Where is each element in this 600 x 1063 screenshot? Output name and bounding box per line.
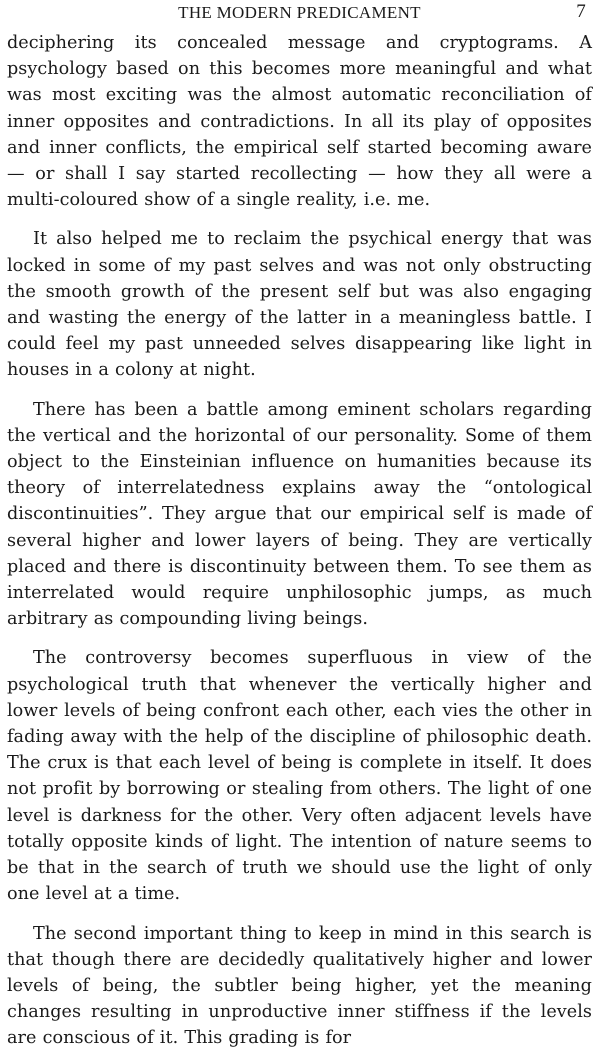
running-title: THE MODERN PREDICAMENT bbox=[178, 3, 421, 22]
paragraph-psychical-energy: It also helped me to reclaim the psychical energy that was locked in some of my past selves and was not only obstructing the smooth growth of the present self but was also engaging and wasting the energy of the latter in a meaningless battle. I could feel my past unneeded selves disappearing like light in houses in a colony at night. bbox=[7, 229, 592, 381]
paragraph-continued: deciphering its concealed message and cryptograms. A psychology based on this becomes more meaningful and what was most exciting was the almost automatic reconciliation of inner opposites and contradictions. In all its play of opposites and inner conflicts, the empirical self started becoming aware — or shall I say started recollecting — how they all were a multi-coloured show of a single reality, i.e. me. bbox=[7, 33, 592, 211]
page-number: 7 bbox=[576, 1, 586, 22]
body-text bbox=[7, 30, 592, 1052]
running-head bbox=[7, 0, 592, 30]
paragraph-second-thing: The second important thing to keep in mind in this search is that though there are decidedly qualitatively higher and lower levels of being, the subtler being higher, yet the meaning changes resulting in unproductive inner stiffness if the levels are conscious of it. This grading is for bbox=[7, 923, 592, 1049]
paragraph-vertical-horizontal: There has been a battle among eminent scholars regarding the vertical and the horizontal of our personality. Some of them object to the Einsteinian influence on humanities because its theory of interrelatedness explains away the “ontological discontinuities”. They argue that our empirical self is made of several higher and lower layers of being. They are vertically placed and there is discontinuity between them. To see them as interrelated would require unphilosophic jumps, as much arbitrary as compounding living beings. bbox=[7, 399, 592, 630]
paragraph-controversy: The controversy becomes superfluous in view of the psychological truth that whenever the vertically higher and lower levels of being confront each other, each vies the other in fading away with the help of the discipline of philosophic death. The crux is that each level of being is complete in itself. It does not profit by borrowing or stealing from others. The light of one level is darkness for the other. Very often adjacent levels have totally opposite kinds of light. The intention of nature seems to be that in the search of truth we should use the light of only one level at a time. bbox=[7, 648, 592, 905]
